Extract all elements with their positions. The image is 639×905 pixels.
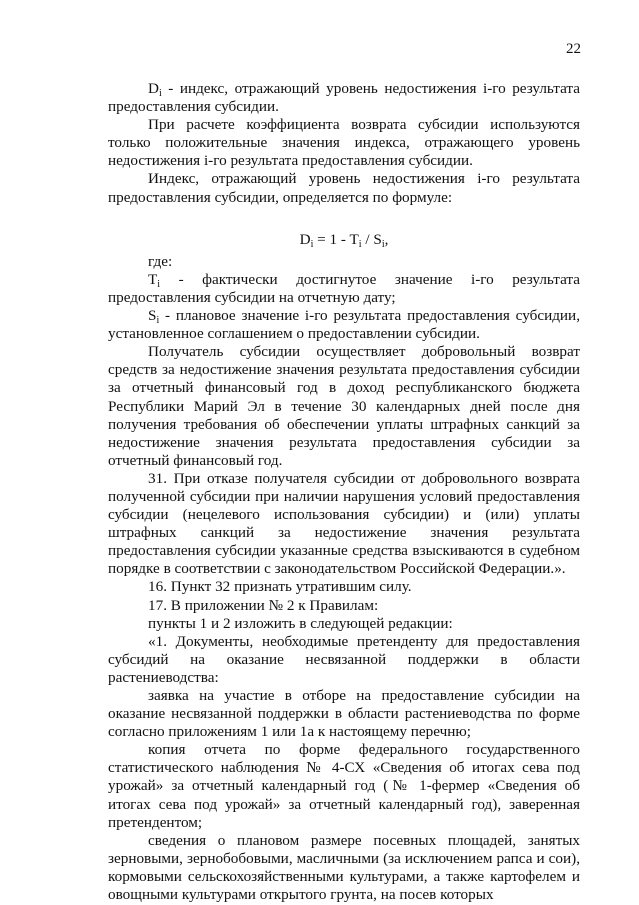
paragraph-p12: «1. Документы, необходимые претенденту для предоставления субсидий на оказание несвязанной поддержки в области растениеводства: xyxy=(108,632,580,686)
paragraph-p14: копия отчета по форме федерального государственного статистического наблюдения № 4-СХ «Сведения об итогах сева под урожай» за отчетный календарный год (№ 1-фермер «Сведения об итогах сева под урожай» за отчетный календарный год), заверенная претендентом; xyxy=(108,741,580,831)
paragraph-p7: Получатель субсидии осуществляет добровольный возврат средств за недостижение значения результата предоставления субсидии за отчетный финансовый год в доход республиканского бюджета Республики Марий Эл в течение 30 календарных дней после дня получения требования об обеспечении уплаты штрафных санкций за недостижение значения результата предоставления субсидии за отчетный финансовый год. xyxy=(108,343,580,469)
document-body xyxy=(108,80,580,904)
paragraph-p11: пункты 1 и 2 изложить в следующей редакции: xyxy=(148,614,453,632)
paragraph-p6: $S_i$ - плановое значение i-го результата предоставления субсидии, установленное соглашением о предоставлении субсидии. xyxy=(108,307,580,343)
page-number: 22 xyxy=(566,41,581,57)
paragraph-p10: 17. В приложении № 2 к Правилам: xyxy=(148,596,379,614)
paragraph-p9: 16. Пункт 32 признать утратившим силу. xyxy=(148,578,412,596)
paragraph-p5: $T_i$ - фактически достигнутое значение i-го результата предоставления субсидии на отчетную дату; xyxy=(108,270,580,306)
paragraph-p4: где: xyxy=(148,252,173,270)
formula: $D_i = 1 - T_i / S_i$, xyxy=(299,230,389,250)
paragraph-p8: 31. При отказе получателя субсидии от добровольного возврата полученной субсидии при наличии нарушения условий предоставления субсидии (нецелевого использования субсидии) и (или) уплаты штрафных санкций за недостижение значения результата предоставления субсидии указанные средства взыскиваются в судебном порядке в соответствии с законодательством Российской Федерации.». xyxy=(108,469,580,578)
paragraph-p2: При расчете коэффициента возврата субсидии используются только положительные значения индекса, отражающего уровень недостижения i-го результата предоставления субсидии. xyxy=(108,116,580,170)
paragraph-p15: сведения о плановом размере посевных площадей, занятых зерновыми, зернобобовыми, масличными (за исключением рапса и сои), кормовыми сельскохозяйственными культурами, а также картофелем и овощными культурами открытого грунта, на посев которых xyxy=(108,831,580,904)
paragraph-p1: $D_i$ - индекс, отражающий уровень недостижения i-го результата предоставления субсидии. xyxy=(108,80,580,116)
paragraph-p3: Индекс, отражающий уровень недостижения i-го результата предоставления субсидии, определяется по формуле: xyxy=(108,170,580,206)
paragraph-p13: заявка на участие в отборе на предоставление субсидии на оказание несвязанной поддержки в области растениеводства по форме согласно приложениям 1 или 1а к настоящему перечню; xyxy=(108,687,580,741)
